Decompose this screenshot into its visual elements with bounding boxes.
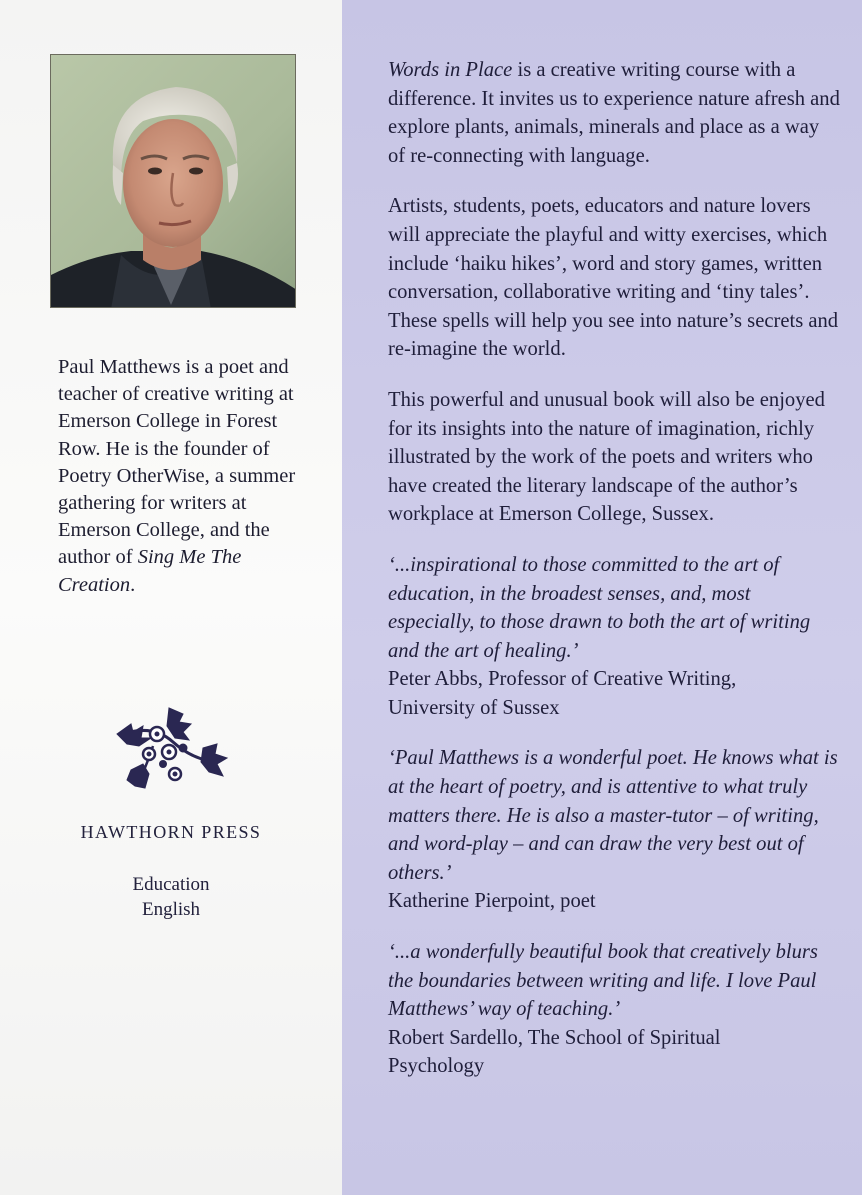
attribution-line: Katherine Pierpoint, poet (388, 890, 596, 913)
quote-text: ‘...inspirational to those committed to the art of education, in the broadest senses, and, most especially, to those drawn to both the art of writing and the art of healing.’ (388, 553, 811, 662)
attribution-line: Psychology (388, 1055, 485, 1078)
hawthorn-icon (113, 704, 231, 792)
attribution-line: University of Sussex (388, 696, 560, 719)
blurb-paragraph-1 (388, 56, 840, 170)
author-portrait-image (51, 55, 296, 308)
attribution-line: Peter Abbs, Professor of Creative Writing, (388, 668, 737, 691)
bio-text: Paul Matthews is a poet and teacher of creative writing at Emerson College in Forest Row. He is the founder of Poetry OtherWise, a summer gathering for writers at Emerson College, and the author of (58, 356, 296, 569)
quote-text: ‘Paul Matthews is a wonderful poet. He knows what is at the heart of poetry, and is attentive to what truly matters there. He is also a master-tutor – of writing, and word-play – and can draw the very best out of others.’ (388, 747, 838, 884)
author-bio (58, 354, 313, 599)
attribution-line: Robert Sardello, The School of Spiritual (388, 1026, 721, 1049)
author-photo (50, 54, 296, 308)
review-quote (388, 938, 840, 1081)
subject-item: English (141, 899, 201, 920)
review-quote (388, 551, 840, 723)
bio-period: . (130, 573, 136, 596)
blurb-paragraph-3: This powerful and unusual book will also be enjoyed for its insights into the nature of imagination, richly illustrated by the work of the poets and writers who have created the literary landscape of the author’s workplace at Emerson College, Sussex. (388, 388, 825, 526)
quote-text: ‘...a wonderfully beautiful book that creatively blurs the boundaries between writing and life. I love Paul Matthews’ way of teaching.’ (388, 941, 818, 1021)
book-title-inline: Words in Place (388, 59, 513, 81)
review-quote (388, 744, 840, 916)
subject-list (0, 872, 342, 922)
hawthorn-logo (113, 704, 231, 792)
blurb-content (388, 56, 840, 1103)
book-title: Sing Me The Creation (58, 546, 242, 596)
quote-attribution (388, 887, 840, 916)
publisher-name: HAWTHORN PRESS (80, 822, 262, 842)
quote-attribution (388, 1024, 840, 1081)
subject-item: Education (132, 874, 210, 895)
blurb-paragraph-2: Artists, students, poets, educators and nature lovers will appreciate the playful and witty exercises, which include ‘haiku hikes’, word and story games, written conversation, collaborative writing and ‘tiny tales’. These spells will help you see into nature’s secrets and re-imagine the world. (388, 195, 839, 361)
blurb-paragraph-1-text: is a creative writing course with a difference. It invites us to experience nature afresh and explore plants, animals, minerals and place as a way of re-connecting with language. (388, 59, 840, 167)
quote-attribution (388, 665, 840, 722)
